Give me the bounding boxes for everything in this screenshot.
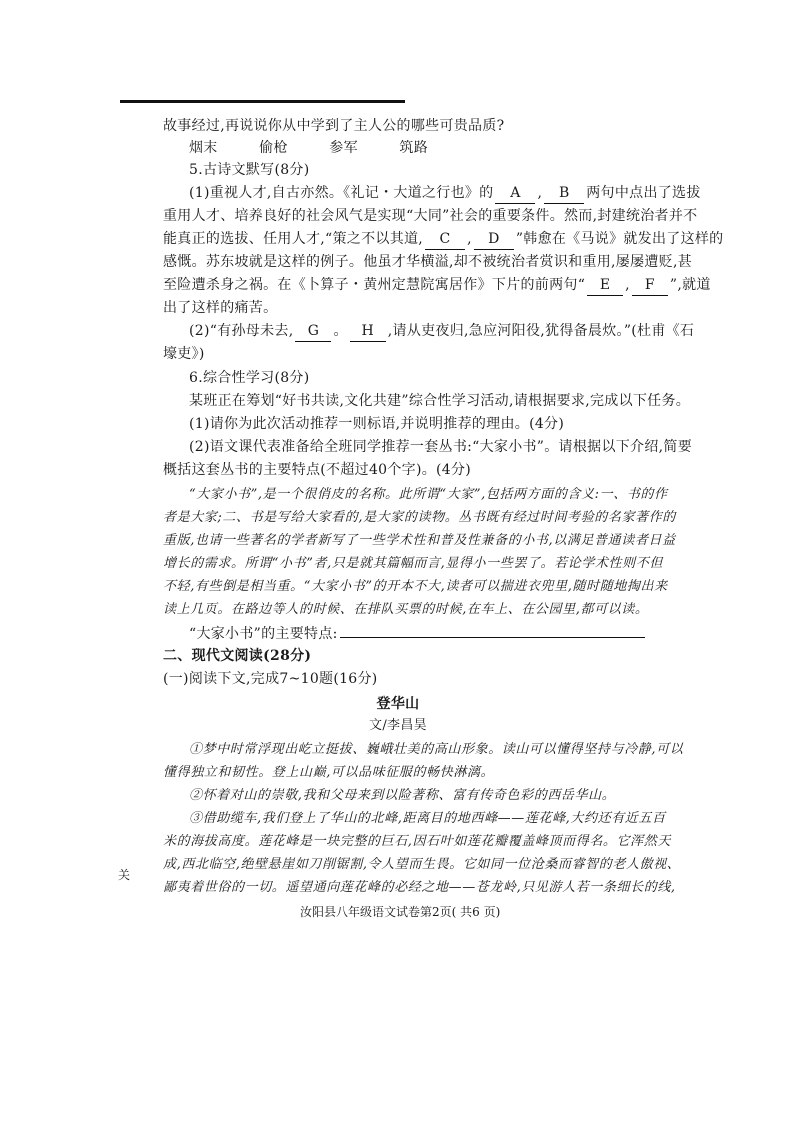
- article-paragraph-line: ②怀着对山的崇敬,我和父母来到以险著称、富有传奇色彩的西岳华山。: [189, 788, 616, 803]
- q5-p1-line6: 出了这样的痛苦。: [163, 300, 278, 316]
- article-paragraph-line: 鄙夷着世俗的一切。遥望通向莲花峰的必经之地——苍龙岭,只见游人若一条细长的线,: [163, 880, 676, 895]
- q5-p1-line2: 重用人才、培养良好的社会风气是实现“大同”社会的重要条件。然而,封建统治者并不: [163, 208, 698, 224]
- q5-text: (2)“有孙母未去,: [189, 323, 294, 339]
- q6-answer-row: [189, 623, 647, 644]
- q6-heading: 6.综合性学习(8分): [189, 370, 310, 386]
- q5-p1-line3: [163, 229, 723, 250]
- article-paragraph-line: ①梦中时常浮现出屹立挺拔、巍峨壮美的高山形象。读山可以懂得坚持与冷静,可以: [189, 742, 684, 757]
- q6-task2-line1: (2)语文课代表准备给全班同学推荐一套丛书:“大家小书”。请根据以下介绍,简要: [189, 439, 693, 455]
- article-paragraph-line: ③借助缆车,我们登上了华山的北峰,距离目的地西峰——莲花峰,大约还有近五百: [189, 811, 666, 826]
- q6-answer-line[interactable]: [340, 623, 645, 638]
- q5-text: ,: [537, 185, 543, 201]
- q6-passage-line: 重版,也请一些著名的学者新写了一些学术性和普及性兼备的小书,以满足普通读者日益: [163, 533, 676, 548]
- top-rule: [120, 100, 405, 103]
- article-paragraph-line: 成,西北临空,绝壁悬崖如刀削锯割,令人望而生畏。它如同一位沧桑而睿智的老人傲视、: [163, 857, 681, 872]
- q5-text: 能真正的选拔、任用人才,“策之不以其道,: [163, 231, 424, 247]
- q5-text: (1)重视人才,自古亦然。《礼记・大道之行也》的: [189, 185, 494, 201]
- blank-b[interactable]: B: [544, 183, 584, 204]
- q6-passage-line: 不轻,有些倒是相当重。“大家小书”的开本不大,读者可以揣进衣兜里,随时随地掏出来: [163, 579, 668, 594]
- blank-f[interactable]: F: [632, 275, 668, 296]
- blank-g[interactable]: G: [295, 321, 331, 342]
- q6-passage-line: “大家小书”,是一个很俏皮的名称。此所谓“大家”,包括两方面的含义:一、书的作: [189, 487, 668, 502]
- article-author: 文/李昌昊: [369, 718, 427, 733]
- q5-text: ,请从吏夜归,急应河阳役,犹得备晨炊。”(杜甫《石: [387, 323, 695, 339]
- q5-p1-line5: [163, 275, 711, 296]
- q5-p1-line4: 感慨。苏东坡就是这样的例子。他虽才华横溢,却不被统治者赏识和重用,屡屡遭贬,甚: [163, 254, 693, 270]
- blank-a[interactable]: A: [495, 183, 535, 204]
- q5-text: ,: [625, 277, 630, 293]
- q5-text: ”韩愈在《马说》就发出了这样的: [515, 231, 724, 247]
- q5-heading: 5.古诗文默写(8分): [189, 162, 310, 178]
- q5-text: ,: [467, 231, 472, 247]
- article-paragraph-line: 米的海拔高度。莲花峰是一块完整的巨石,因石叶如莲花瓣覆盖峰顶而得名。它浑然天: [163, 834, 671, 849]
- q6-passage-line: 读上几页。在路边等人的时候、在排队买票的时候,在车上、在公园里,都可以读。: [163, 602, 649, 617]
- story-title: 偷枪: [259, 140, 288, 156]
- q5-text: 两句中点出了选拔: [586, 185, 701, 201]
- story-titles: [189, 138, 428, 158]
- q6-passage-line: 增长的需求。所谓“小书”者,只是就其篇幅而言,显得小一些罢了。若论学术性则不但: [163, 556, 663, 571]
- prev-question-tail: 故事经过,再说说你从中学到了主人公的哪些可贵品质?: [163, 118, 505, 134]
- blank-d[interactable]: D: [474, 229, 514, 250]
- q5-text: 。: [333, 323, 348, 339]
- blank-c[interactable]: C: [425, 229, 465, 250]
- blank-h[interactable]: H: [350, 321, 386, 342]
- story-title: 筑路: [399, 140, 429, 156]
- blank-e[interactable]: E: [587, 275, 623, 296]
- q6-task1: (1)请你为此次活动推荐一则标语,并说明推荐的理由。(4分): [189, 416, 565, 432]
- story-title: 烟末: [189, 140, 218, 156]
- page-footer: 汝阳县八年级语文试卷第2页( 共6 页): [300, 905, 501, 919]
- q5-p2-line2: 壕吏》): [163, 346, 205, 362]
- q5-text: ”,就道: [669, 277, 711, 293]
- q6-intro: 某班正在筹划“好书共读,文化共建”综合性学习活动,请根据要求,完成以下任务。: [189, 393, 691, 409]
- q6-passage-line: 者是大家;二、书是写给大家看的,是大家的读物。丛书既有经过时间考验的名家著作的: [163, 510, 676, 525]
- edge-mark: 关: [118, 868, 131, 882]
- q5-p1-line1: [189, 183, 701, 204]
- q6-answer-prompt: “大家小书”的主要特点:: [189, 626, 338, 642]
- article-paragraph-line: 懂得独立和韧性。登上山巅,可以品味征服的畅快淋漓。: [163, 765, 495, 780]
- q6-task2-line2: 概括这套丛书的主要特点(不超过40个字)。(4分): [163, 462, 472, 478]
- q5-p2-line1: [189, 321, 694, 342]
- section2-subheading: (一)阅读下文,完成7~10题(16分): [163, 671, 378, 687]
- article-title: 登华山: [376, 696, 420, 712]
- story-title: 参军: [329, 140, 358, 156]
- section2-heading: 二、现代文阅读(28分): [163, 648, 312, 664]
- q5-text: 至险遭杀身之祸。在《卜算子・黄州定慧院寓居作》下片的前两句“: [163, 277, 586, 293]
